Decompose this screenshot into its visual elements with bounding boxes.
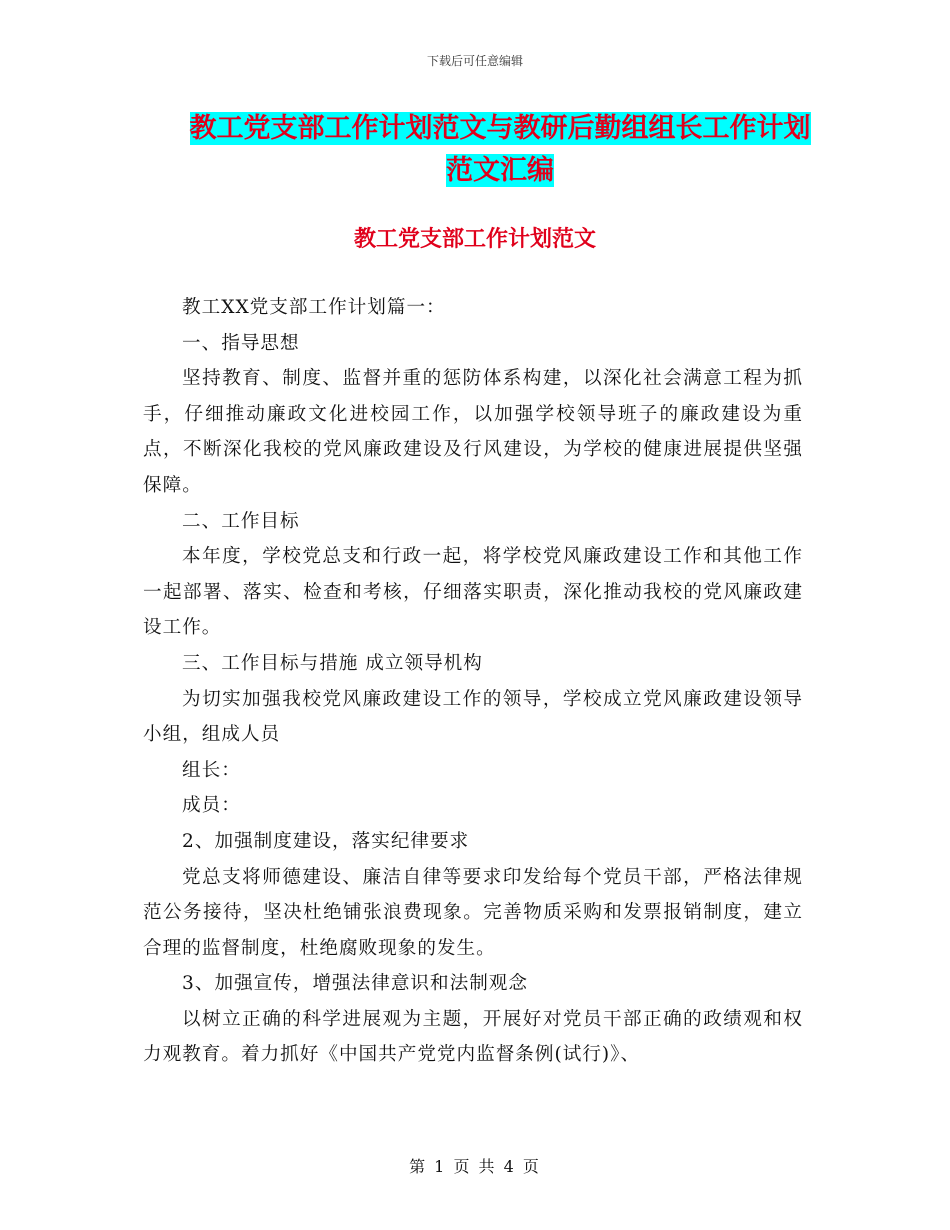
paragraph-work-goals: 本年度，学校党总支和行政一起，将学校党风廉政建设工作和其他工作一起部署、落实、检查和考核，仔细落实职责，深化推动我校的党风廉政建设工作。 — [143, 546, 803, 639]
document-title-line-2: 范文汇编 — [446, 155, 554, 186]
paragraph-system-building: 党总支将师德建设、廉洁自律等要求印发给每个党员干部，严格法律规范公务接待，坚决杜绝铺张浪费现象。完善物质采购和发票报销制度，建立合理的监督制度，杜绝腐败现象的发生。 — [143, 866, 803, 959]
heading-guiding-ideology: 一、指导思想 — [182, 332, 300, 354]
heading-goals-and-measures: 三、工作目标与措施 成立领导机构 — [182, 652, 483, 674]
document-title-line-1: 教工党支部工作计划范文与教研后勤组组长工作计划 — [189, 113, 811, 144]
heading-work-goals: 二、工作目标 — [182, 510, 300, 532]
paragraph-intro: 教工XX党支部工作计划篇一： — [182, 297, 446, 318]
document-title — [180, 108, 820, 192]
paragraph-publicity: 以树立正确的科学进展观为主题，开展好对党员干部正确的政绩观和权力观教育。着力抓好《中国共产党党内监督条例(试行)》、 — [143, 1008, 803, 1066]
heading-publicity: 3、加强宣传，增强法律意识和法制观念 — [182, 973, 528, 995]
paragraph-leadership-group: 为切实加强我校党风廉政建设工作的领导，学校成立党风廉政建设领导小组，组成人员 — [143, 688, 803, 746]
document-body — [143, 290, 803, 1073]
paragraph-group-members: 成员： — [182, 795, 241, 817]
heading-system-building: 2、加强制度建设，落实纪律要求 — [182, 830, 470, 852]
paragraph-group-leader: 组长： — [182, 759, 241, 781]
page-number: 第 1 页 共 4 页 — [409, 1157, 541, 1176]
section-title: 教工党支部工作计划范文 — [353, 227, 596, 252]
paragraph-guiding-ideology: 坚持教育、制度、监督并重的惩防体系构建，以深化社会满意工程为抓手，仔细推动廉政文化进校园工作，以加强学校领导班子的廉政建设为重点，不断深化我校的党风廉政建设及行风建设，为学校的健康进展提供坚强保障。 — [143, 368, 803, 496]
page-header-note: 下载后可任意编辑 — [426, 54, 523, 68]
